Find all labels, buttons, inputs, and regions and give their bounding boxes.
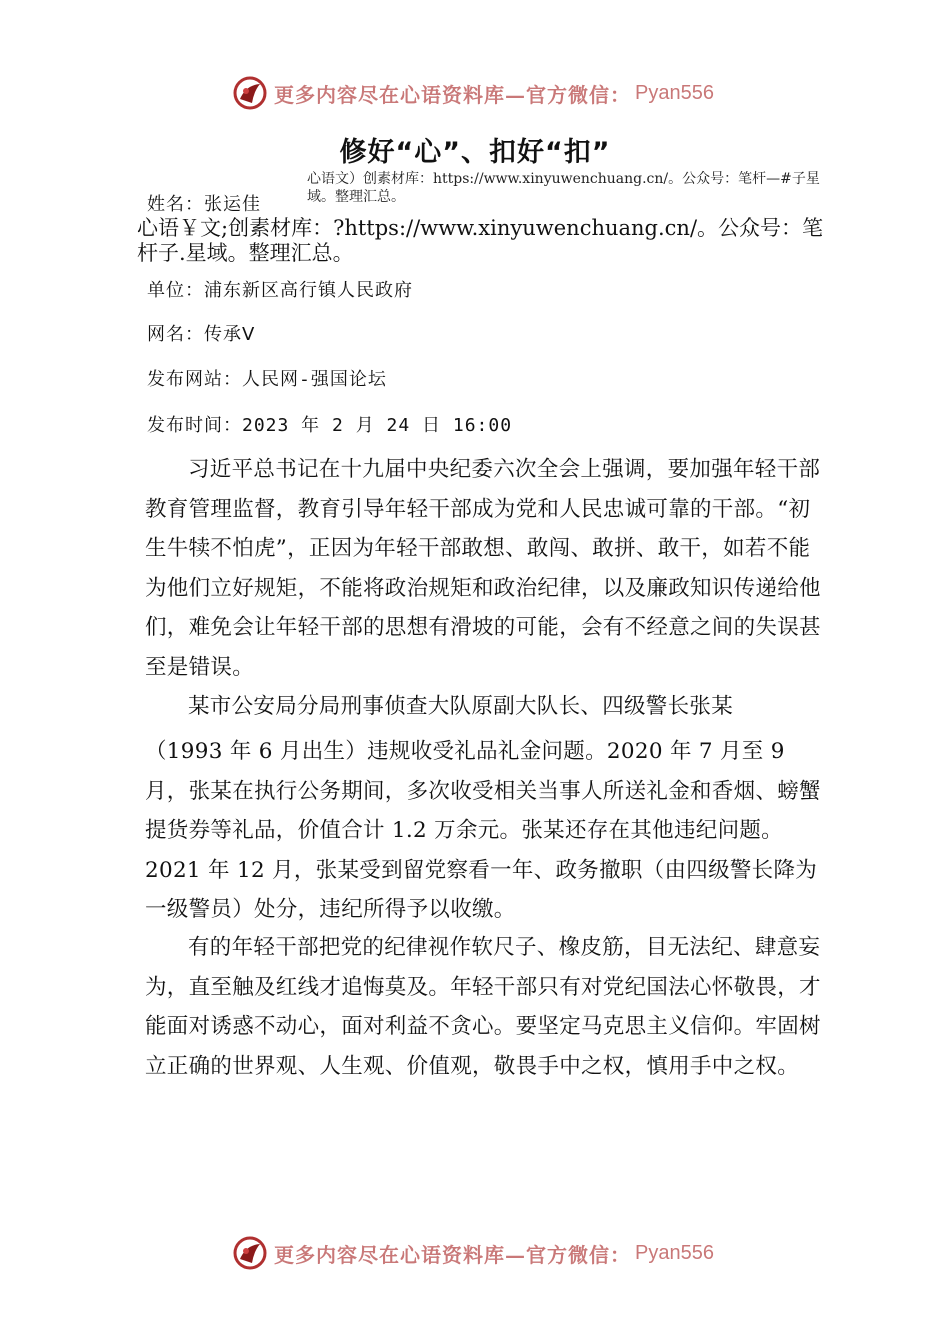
watermark-banner-bottom [232, 1235, 714, 1271]
netname-line: 网名：传承Ⅴ [147, 324, 256, 345]
watermark-wechat: Pyan556 [635, 81, 714, 104]
watermark-wechat: Pyan556 [635, 1241, 714, 1264]
paragraph-3: 有的年轻干部把党的纪律视作软尺子、橡皮筋，目无法纪、肆意妄为，直至触及红线才追悔莫及。年轻干部只有对党纪国法心怀敬畏，才能面对诱惑不动心，面对利益不贪心。要坚定马克思主义信仰。牢固树立正确的世界观、人生观、价值观，敬畏手中之权，慎用手中之权。 [145, 935, 821, 1079]
author-name: 姓名：张运佳 [147, 194, 261, 215]
source-note-small: 心语文）创素材库：https://www.xinyuwenchuang.cn/。公众号：笔杆—#子星域。整理汇总。 [307, 171, 820, 205]
time-line: 发布时间：2023 年 2 月 24 日 16:00 [147, 415, 513, 436]
logo-icon [232, 1235, 268, 1271]
watermark-text: 更多内容尽在心语资料库—官方微信： [274, 82, 631, 107]
page-title: 修好“心”、扣好“扣” [339, 137, 611, 168]
watermark-text: 更多内容尽在心语资料库—官方微信： [274, 1242, 631, 1267]
unit-line: 单位：浦东新区高行镇人民政府 [147, 280, 413, 301]
paragraph-1: 习近平总书记在十九届中央纪委六次全会上强调，要加强年轻干部教育管理监督，教育引导年轻干部成为党和人民忠诚可靠的干部。“初生牛犊不怕虎”，正因为年轻干部敢想、敢闯、敢拼、敢干，如若不能为他们立好规矩，不能将政治规矩和政治纪律，以及廉政知识传递给他们，难免会让年轻干部的思想有滑坡的可能，会有不经意之间的失误甚至是错误。 [145, 457, 821, 680]
source-note-large: 心语￥文;创素材库：?https://www.xinyuwenchuang.cn/。公众号：笔杆子.星域。整理汇总。 [137, 216, 824, 265]
logo-icon [232, 75, 268, 111]
site-line: 发布网站：人民网-强国论坛 [147, 369, 387, 390]
paragraph-2-cont: （1993 年 6 月出生）违规收受礼品礼金问题。2020 年 7 月至 9 月，张某在执行公务期间，多次收受相关当事人所送礼金和香烟、螃蟹提货券等礼品，价值合计 1.2 万余元。张某还存在其他违纪问题。2021 年 12 月，张某受到留党察看一年、政务撤职（由四级警长降为一级警员）处分，违纪所得予以收缴。 [145, 739, 821, 922]
watermark-banner-top [232, 75, 714, 111]
paragraph-2: 某市公安局分局刑事侦查大队原副大队长、四级警长张某 [188, 694, 734, 719]
